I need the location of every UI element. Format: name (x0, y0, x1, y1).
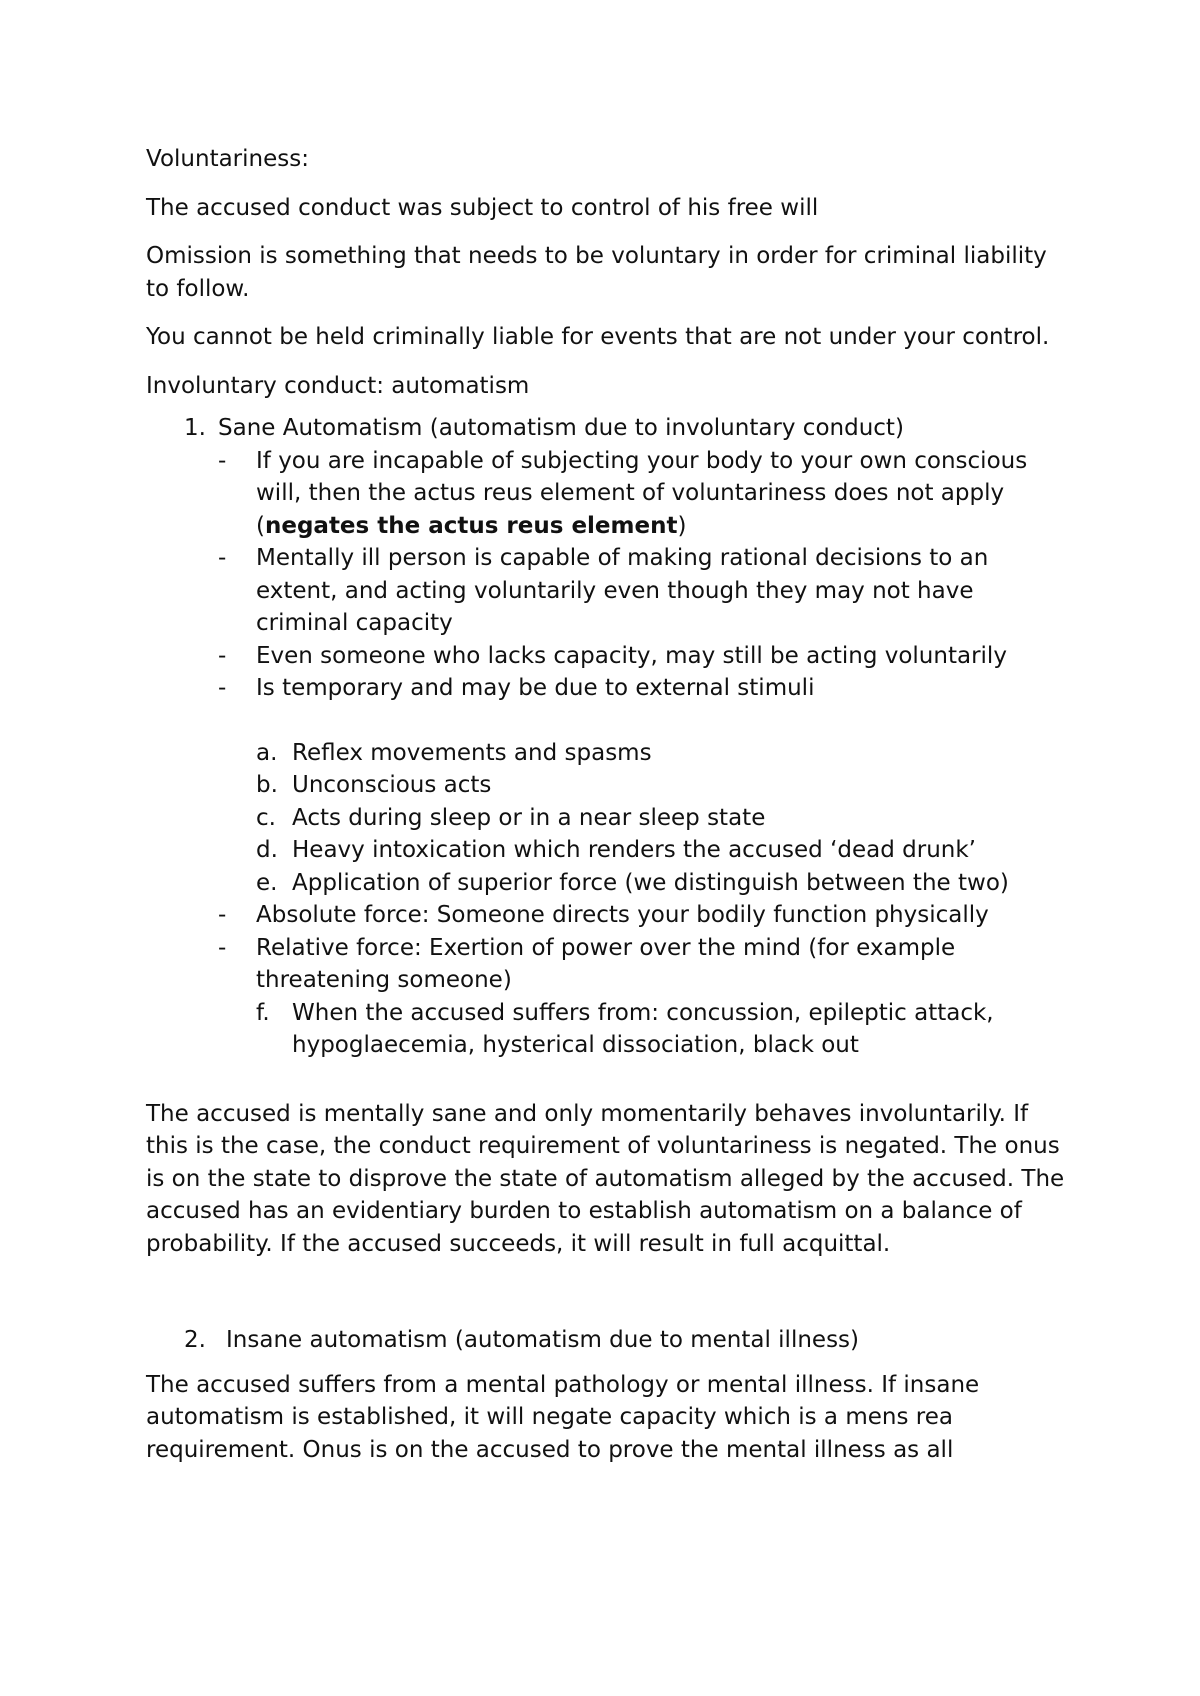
spacer (146, 1062, 1066, 1098)
alpha-label: b. (256, 772, 278, 798)
alpha-label: d. (256, 837, 278, 863)
list-number: 1. (184, 415, 206, 441)
alpha-item (146, 867, 1066, 900)
alpha-text: Acts during sleep or in a near sleep state (292, 804, 766, 831)
paragraph-involuntary-conduct: Involuntary conduct: automatism (146, 372, 530, 399)
alpha-text: When the accused suffers from: concussion, epileptic attack, hypoglaecemia, hysterical dissociation, black out (292, 999, 994, 1058)
bullet-item (146, 640, 1066, 673)
alpha-text: Application of superior force (we distinguish between the two) (292, 869, 1009, 896)
bullet-item (146, 445, 1066, 543)
document-body (146, 143, 1066, 1482)
numbered-item-insane-automatism (146, 1324, 1066, 1357)
alpha-text: Heavy intoxication which renders the accused ‘dead drunk’ (292, 837, 976, 863)
alpha-item (146, 737, 1066, 770)
bullet-text-post: ) (677, 512, 687, 539)
paragraph-control: You cannot be held criminally liable for events that are not under your control. (146, 324, 1050, 350)
bullet-dash: - (218, 447, 227, 474)
bullet-item (146, 672, 1066, 705)
alpha-item (146, 834, 1066, 867)
paragraph-insane-summary: The accused suffers from a mental pathology or mental illness. If insane automatism is established, it will negate capacity which is a mens rea requirement. Onus is on the accused to prove the mental illness as all (146, 1371, 980, 1463)
bullet-text: Is temporary and may be due to external stimuli (256, 675, 815, 701)
bullet-dash: - (218, 934, 227, 961)
alpha-label: c. (256, 804, 276, 831)
paragraph-free-will: The accused conduct was subject to control of his free will (146, 194, 819, 221)
alpha-item (146, 769, 1066, 802)
heading-voluntariness: Voluntariness: (146, 146, 309, 172)
bullet-text (256, 448, 1027, 539)
bullet-dash: - (218, 902, 227, 928)
bullet-text: Mentally ill person is capable of making rational decisions to an extent, and acting voluntarily even though they may not have criminal capacity (256, 545, 989, 636)
bullet-dash: - (218, 545, 227, 571)
bullet-item (146, 932, 1066, 997)
bullet-text-pre: If you are incapable of subjecting your body to your own conscious will, then the actus reus element of voluntariness does not apply ( (256, 447, 1028, 539)
alpha-text: Reflex movements and spasms (292, 739, 652, 766)
alpha-label: e. (256, 869, 278, 896)
bullet-dash: - (218, 642, 227, 669)
paragraph-sane-summary: The accused is mentally sane and only momentarily behaves involuntarily. If this is the case, the conduct requirement of voluntariness is negated. The onus is on the state to disprove the state of automatism alleged by the accused. The accused has an evidentiary burden to establish automatism on a balance of probability. If the accused succeeds, it will result in full acquittal. (146, 1100, 1065, 1257)
bold-phrase: negates the actus reus element (264, 512, 678, 539)
alpha-label: f. (256, 999, 270, 1026)
bullet-text: Even someone who lacks capacity, may still be acting voluntarily (256, 642, 1007, 669)
alpha-label: a. (256, 739, 278, 766)
alpha-item (146, 997, 1066, 1062)
bullet-text: Absolute force: Someone directs your bodily function physically (256, 902, 989, 928)
spacer (146, 705, 1066, 737)
alpha-item (146, 802, 1066, 835)
list-number: 2. (184, 1327, 206, 1353)
list-item-text: Sane Automatism (automatism due to involuntary conduct) (218, 415, 904, 441)
bullet-text: Relative force: Exertion of power over the mind (for example threatening someone) (256, 934, 956, 993)
list-item-text: Insane automatism (automatism due to mental illness) (226, 1327, 860, 1353)
bullet-dash: - (218, 675, 227, 701)
alpha-text: Unconscious acts (292, 772, 492, 798)
bullet-item (146, 899, 1066, 932)
paragraph-omission: Omission is something that needs to be voluntary in order for criminal liability to follow. (146, 243, 1047, 302)
numbered-item-sane-automatism (146, 412, 1066, 445)
bullet-item (146, 542, 1066, 640)
spacer (146, 1276, 1066, 1324)
